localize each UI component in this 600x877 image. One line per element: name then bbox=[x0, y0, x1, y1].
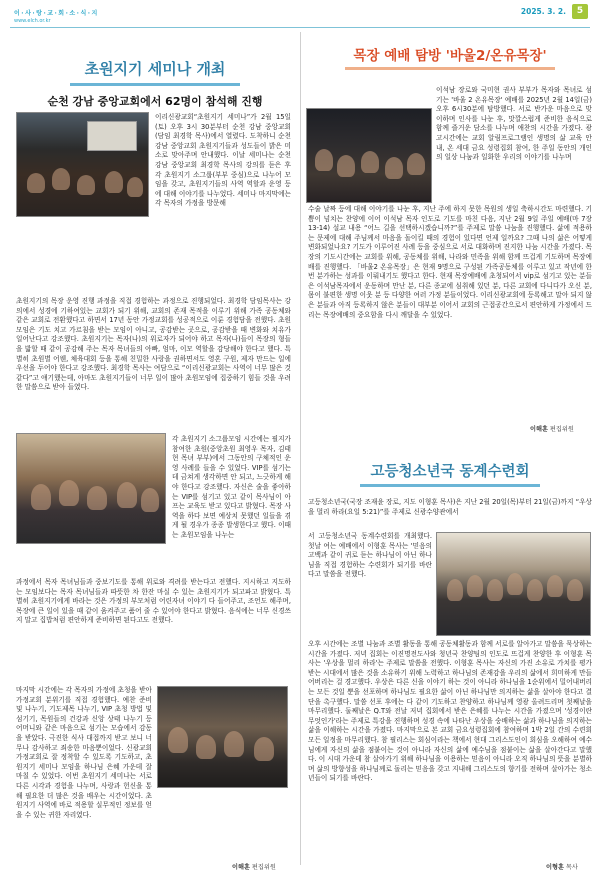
home-visit-photo bbox=[157, 686, 288, 788]
article1-body-wide2: 과정에서 목자 목녀님들과 중보기도를 통해 위로와 격려를 받는다고 전했다. 지시하고 지도하는 모임보다는 목자 목녀님들과 따뜻한 차 한잔 마실 수 있는 초원지기가 되고파고 밝혔다. 특별히 초원지기에게 바라는 것은 가정의 부모처럼 어린자녀 이야기 다 들어주고, 조언도 해주며, 목장에 큰 일이 있을 때 같이 움켜주고 품어 줄 수 있어야 한다고 밝혔다. 음식에는 너무 신경쓰지 말고 집밥처럼 편안하게 준비하면 된다고도 전했다. bbox=[16, 578, 291, 625]
article3-byline: 이형훈 목사 bbox=[546, 864, 578, 871]
article1-byline: 이해훈 편집위원 bbox=[232, 864, 276, 871]
article1-body-wide1: 초원지기의 목장 운영 진행 과정을 직접 경험하는 과정으로 진행되었다. 최경학 담임목사는 강의에서 성경에 기하여있는 교회가 되기 위해, 교회의 존재 목적을 이루기 위해 가족 공동체와 같은 교회로 전환했다고 하면서 17년 동안 가정교회를 성공적으로 이룬 경험담을 전했다. 초원모임은 기도 치고 가르침을 받는 모임이 아니고, 공감받는 곳으로, 공감받을 때 변화와 치유가 일어난다고 강조했다. 초원지기는 목자(나)의 위로자가 되어야 하고 목자(나)들이 목장의 형들을 밟할 때 같이 공감해 주는 목자 목녀들의 아빠, 엄마, 이모 역할을 감당해야 한다고 했다. 특별히 초원별 어웬, 체육대회 등을 통해 친밀한 사랑을 권하면서도 영혼 구원, 제자 만드는 일에 우선을 두어야 한다고 강조했다. 최경학 목사는 여담으로 “이리신광교회는 사역이 너무 많은 것 같다”고 얘기했는데, 아마도 초원지기들이 너무 일이 많아 초원모임에 집중하기 힘들 것을 우려한 말씀으로 받아 들였다. bbox=[16, 297, 291, 392]
article1-title: 초원지기 세미나 개최 bbox=[20, 58, 290, 86]
newspaper-name: 이·사·랑·교·회·소·식·지 bbox=[14, 10, 99, 17]
seminar-lecture-photo bbox=[16, 112, 149, 217]
article2-byline: 이해훈 편집위원 bbox=[530, 426, 574, 433]
article1-body-bottom-left: 마지막 시간에는 각 목자의 가정에 초청을 받아 가정교회 분위기를 직접 경험했다. 예찬 준비 및 나누기, 기도제목 나누기, VIP 초청 방법 및 섬기기, 목원들의 건강과 신앙 상태 나누기 등 어머니와 같은 마음으로 섬기는 모습에서 감동을 받았다. 극진한 식사 대접까지 받고 보니 너무나 감사하고 죄송한 마음뿐이었다. 신광교회 가정교회로 잘 정착할 수 있도록 기도하고, 초원지기 세미나 모임을 하나님 은혜 가운데 잘 마칠 수 있었다. 이번 초원지기 세미나는 서로 다른 시각과 경험을 나누며, 사랑과 헌신을 통해 필요한 더 많은 것을 배우는 시간이었다. 초원지기 사역에 바로 적용할 실무적인 정보를 얻을 수 있는 귀한 자리였다. bbox=[16, 686, 152, 819]
page-number: 5 bbox=[572, 4, 588, 19]
article2-body-top: 이석남 장로와 국미현 권사 부부가 목자와 목녀로 섬기는 '바울 2 온유목장' 예배를 2025년 2월 14일(금) 오후 6시30분에 탐방했다. 서로 반가운 마음으로 맞이하며 인사를 나눈 후, 맛깔스럽게 준비한 음식으로 함께 즐거운 담소를 나누며 애찬의 시간을 가졌다. 광고시간에는 교회 알림프로그램인 생명의 삶 교육 안내, 온 세대 금요 성령집회 참여, 한 주일 동안의 개인의 일상 나눔과 일화한 우리의 이야기를 나누며 bbox=[436, 86, 592, 162]
article2-body-wide: 수술 날짜 등에 대해 이야기를 나눈 후, 지난 주에 하지 못한 목원의 생일 축하시간도 마련했다. 기쁨이 넘치는 찬양에 이어 이석남 목자 인도로 기도를 마친 다음, 지난 2월 9일 주일 예배(마 7장 13-14) 설교 내용 “어느 길을 선택하시겠습니까?”를 주제로 말씀 나눔을 진행했다. 삶에 적용하는 문제에 대해 주님께서 마음을 돌이킬 때의 경험이 있다면 언제 일까요? 그때 나의 삶은 어떻게 변화되었나요? 기도가 이루어진 사례 등을 중심으로 서로 대화하며 진지한 나눔 시간을 가졌다. 목장의 기도시간에는 교회를 위해, 공동체를 위해, 나라와 민족을 위해 함께 뜨겁게 기도하며 목장예배를 진행했다. 「바울2 온유목장」은 현재 9명으로 구성된 가족공동체를 이루고 있고 작년에 한 번 분가하는 성과를 이뤄내기도 했다고 한다. 현재 목장예배에 초청되어서 vip로 섬기고 있는 분들은 이석남목자에서 운동하며 만난 분, 다른 종교에 심취해 있던 분, 다른 교회에 다니다가 오신 분, 몸이 불편한 생명 이웃 분 등 다양한 여러 가정 분들이었다. 이리신광교회에 등록해고 말아 되지 않은 분들과 아직 등록하지 않은 분들이 대부분 이어서 교회의 근접공간으로서 편안하게 가정에서 드리는 목장예배의 중요함을 다시 깨달을 수 있었다. bbox=[308, 205, 592, 319]
article3-body-wide: 오후 시간에는 조별 나눔과 조별 활동을 통해 공동체활동과 함께 서로를 알아가고 말씀을 묵상하는 시간을 가졌다. 저녁 집회는 이진명전도사와 청년국 찬양팀의 인도로 뜨겁게 찬양한 후 이형훈 목사는 '우상을 멀리 하라'는 주제로 말씀을 전했다. 이형훈 목사는 자신의 가진 소유로 가치를 평가받는 시대에서 많은 것을 소유하기 위해 노력하고 하나님의 존재감을 우리의 삶에서 희미하게 만들어버리는 걸 경고했다. 우상은 다른 신을 이야기 하는 것이 아니라 하나님을 1순위에서 밀어내버리는 모든 것일 뿐을 선포하며 하나님도 필요한 삶이 아닌 하나님만 의지하는 삶을 살아야 한다고 결단을 촉구했다. 말씀 선포 후에는 다 같이 기도하고 찬양하고 하나님께 영광 올려드리며 첫째날을 마무리했다. 둘째날은 Q.T와 전날 저녁 집회에서 받은 은혜를 나누는 시간을 가졌으며 '성경이란 무엇인가'라는 주제로 특강을 진행하며 성경 속에 나타난 우상을 숭배하는 삶과 하나님을 의지하는 삶을 이해하는 시간을 가졌다. 마지막으로 본 교회 금요성령집회에 참여하며 1박 2일 간의 수련회 모든 일정을 마무리했다. 참 필리스는 회심이라는 책에서 현대 그리스도인이 회심을 오해하여 예수님에게 자신의 삶을 점붙이는 것이 아니라 자신의 삶에 예수님을 점붙이는 삶을 살아간다고 말했다. 이 시대 가운데 참 살아가기 위해 하나님을 이용하는 믿음이 아니라 오직 하나님의 뜻을 분별하며 삶의 방향성을 하나님께로 돌리는 믿음을 갖고 지내해 그리스도의 향기를 전하며 살아가는 청소년들이 되기를 바란다. bbox=[308, 640, 592, 783]
cell-worship-photo bbox=[306, 108, 432, 203]
website-url[interactable]: www.elch.or.kr bbox=[14, 18, 51, 24]
title-underline bbox=[70, 83, 240, 86]
column-divider bbox=[300, 32, 301, 865]
article1-body-top: 이리신광교회“초원지기 세미나”가 2월 15일(토) 오후 3시 30분부터 순천 강남 중앙교회(담임 최경학 목사)에서 열렸다. 도착하니 순천 강남 중앙교회 초원지기들과 성도들이 밝은 미소로 맞아주며 안내했다. 이날 세미나는 순천 강남 중앙교회 최경학 목사의 강의를 듣은 후 각 초원지기 소그룹(부부 중심)으로 나누어 모임을 갖고, 초원지기들의 사역 역할과 운영 등에 대해 이야기를 나누었다. 세미나 마지막에는 각 목자의 가정을 방문해 bbox=[155, 113, 291, 208]
title-underline bbox=[345, 67, 555, 70]
small-group-meeting-photo bbox=[16, 433, 166, 544]
article3-body-top: 고등청소년국(국장 조재윤 장로, 지도 이형훈 목사)은 지난 2월 20일(목)부터 21일(금)까지 “우상을 멀리 하라(요일 5:21)”를 주제로 신광수양관에서 bbox=[308, 498, 592, 516]
article3-body-left: 서 고등청소년국 동계수련회를 개최했다. 첫날 여는 예배에서 이형훈 목사는 '믿음의 고백과 같이 귀로 듣는 하나님이 아닌 하나님을 직접 경험하는 수련회가 되기를 바란다고 말씀을 전했다. bbox=[308, 532, 432, 579]
youth-retreat-group-photo bbox=[436, 532, 591, 636]
article3-title: 고등청소년국 동계수련회 bbox=[306, 460, 594, 487]
article1-subtitle: 순천 강남 중앙교회에서 62명이 참석해 진행 bbox=[47, 95, 263, 108]
article2-title: 목장 예배 탐방 '바울2/온유목장' bbox=[306, 44, 594, 70]
header-divider bbox=[10, 27, 590, 28]
title-underline bbox=[360, 484, 540, 487]
issue-date: 2025. 3. 2. bbox=[520, 7, 566, 16]
article1-body-mid: 각 초원지기 소그룹모임 시간에는 필지가 참여한 초원(중앙초원 최영우 목자, 김태현 목녀 부부)에서 그동안의 구체적인 운영 사례를 들을 수 있었다. VIP를 섬기는 데 금쳐게 생각하면 안 되고, 느긋하게 해야 한다고 강조했다. 자신은 술을 좋아하는 VIP를 섬기고 있고 같이 목사님이 아프는 교육도 받고 있다고 밝혔다. 목장 사역을 하다 보면 예상치 못했던 일들을 겪게 될 경우가 종종 발생한다고 했다. 이때는 초원모임을 나누는 bbox=[172, 435, 291, 539]
